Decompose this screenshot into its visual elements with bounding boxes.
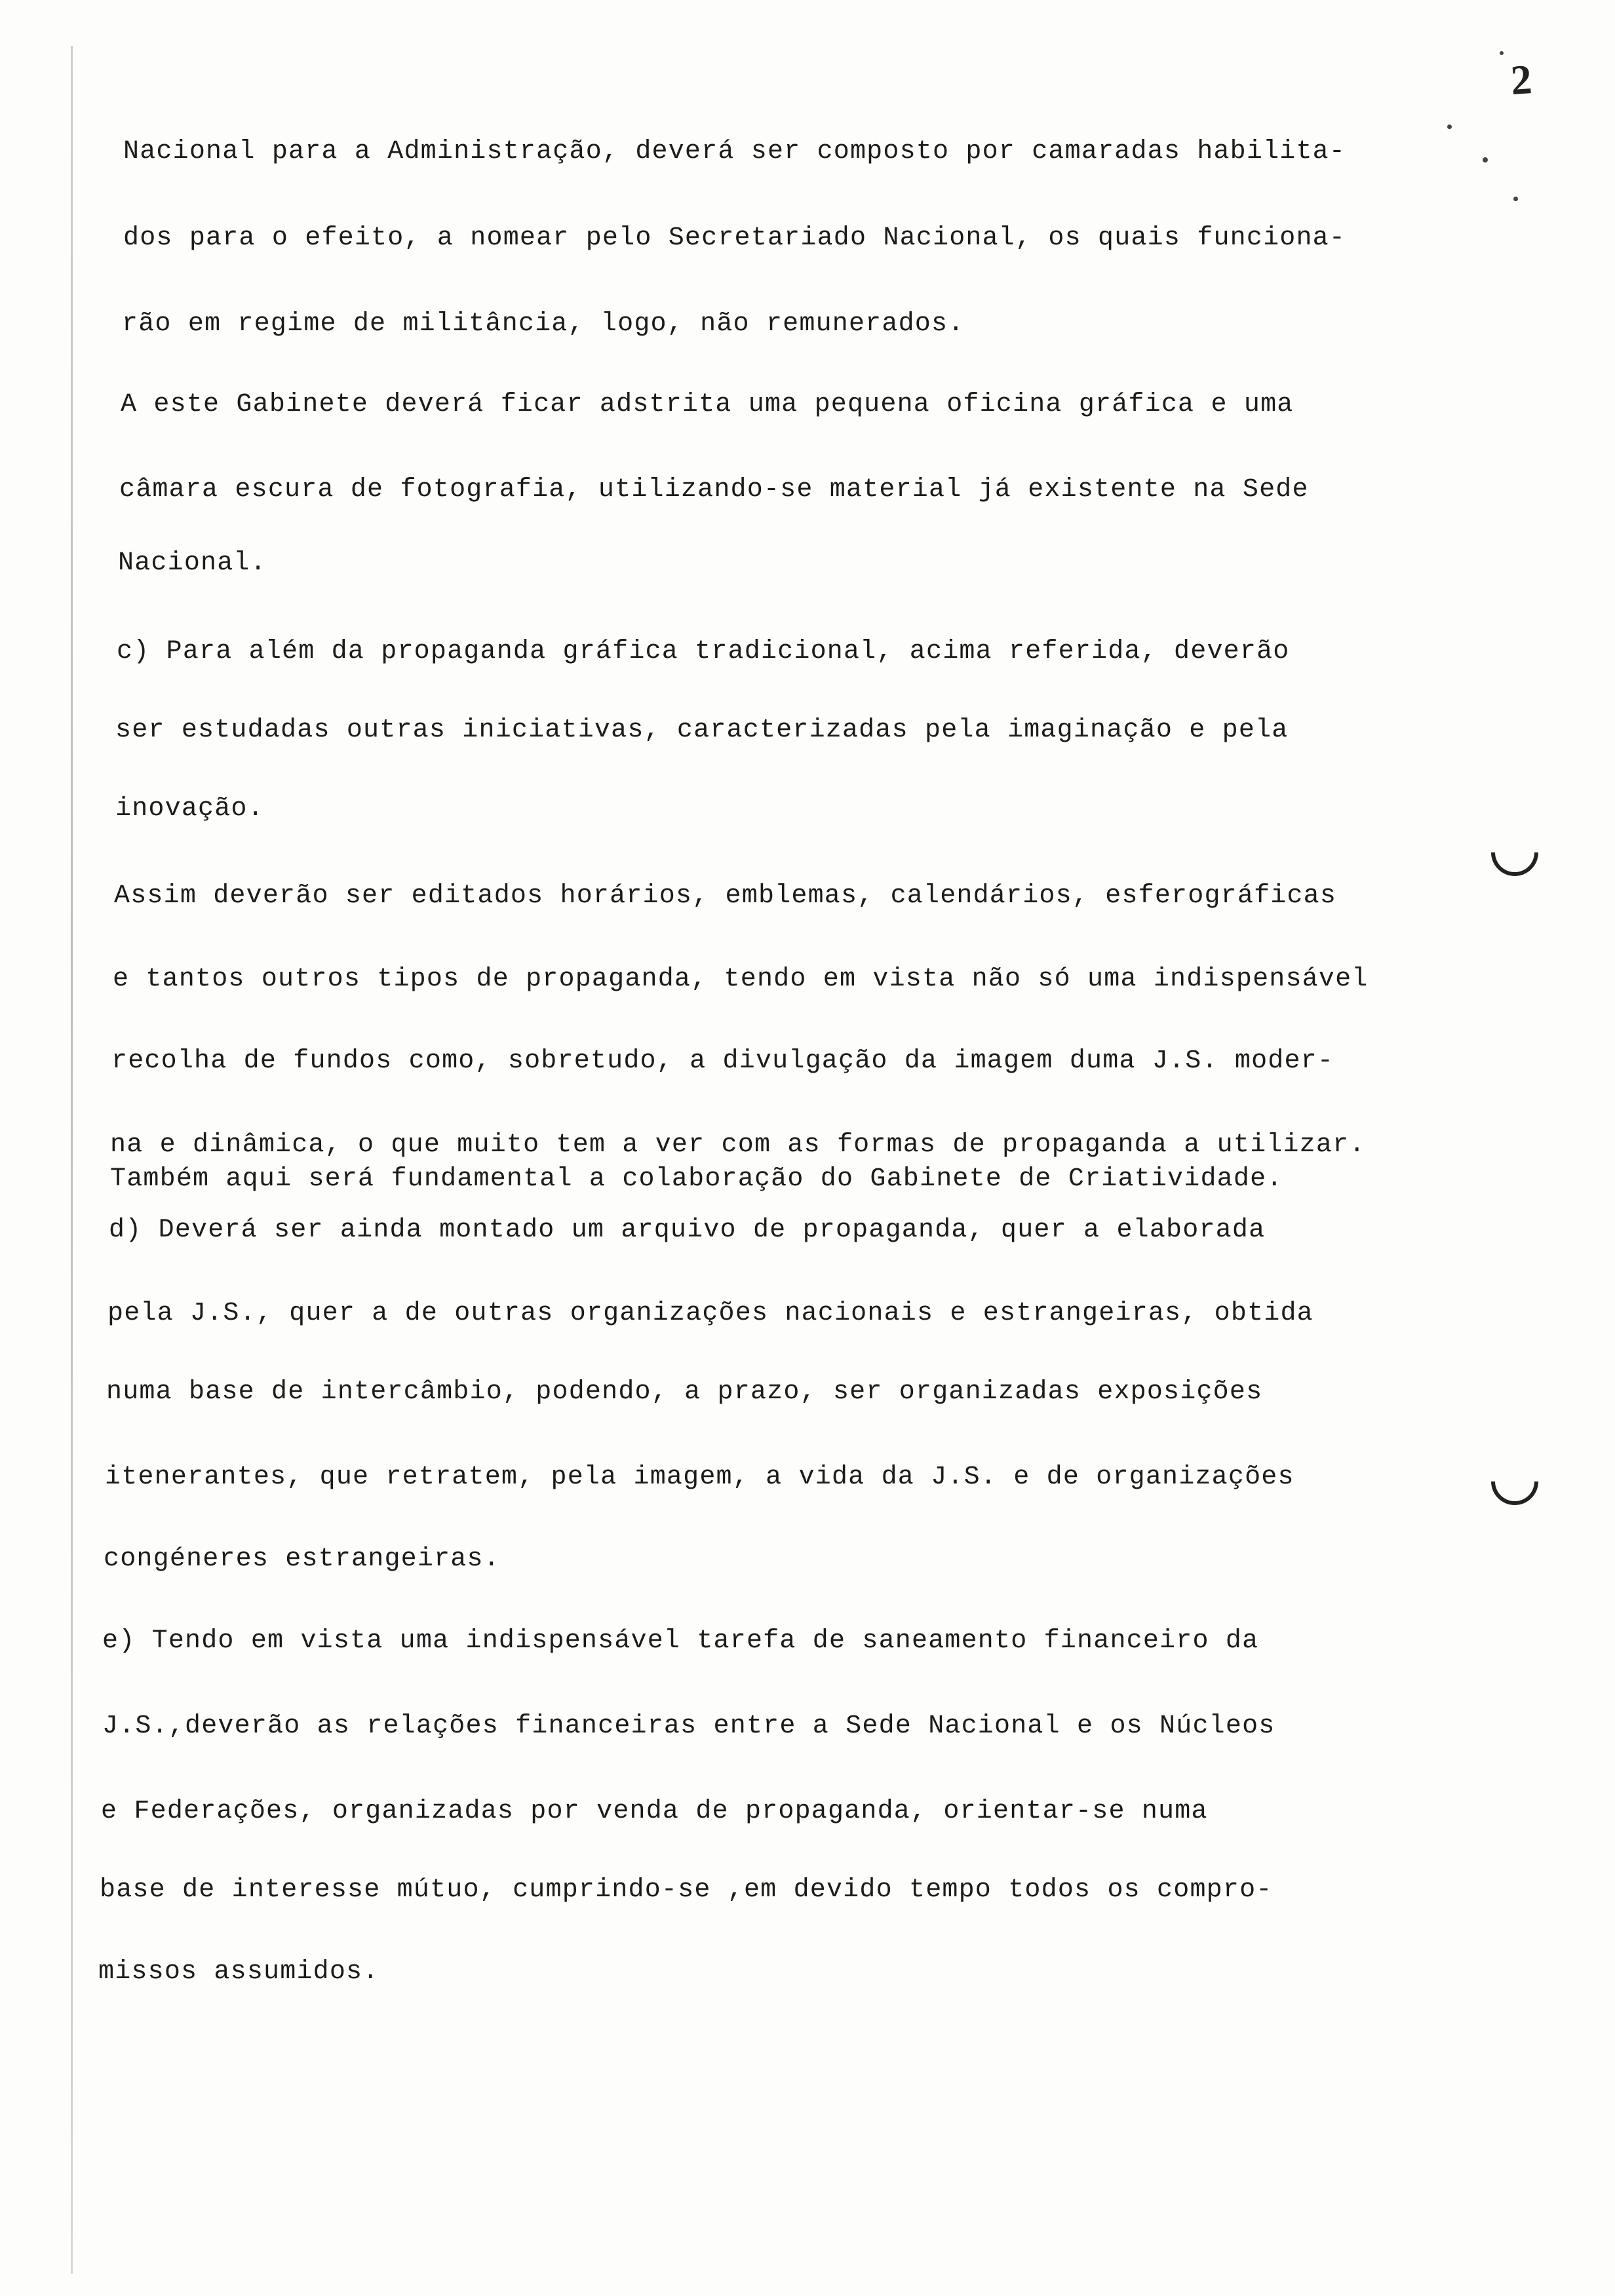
page-number: 2 bbox=[1509, 55, 1534, 104]
text-line: inovação. bbox=[115, 794, 264, 824]
ink-speck bbox=[1447, 124, 1452, 129]
text-line: pela J.S., quer a de outras organizações nacionais e estrangeiras, obtida bbox=[107, 1299, 1313, 1328]
text-line: A este Gabinete deverá ficar adstrita uma pequena oficina gráfica e uma bbox=[121, 390, 1294, 419]
text-line: missos assumidos. bbox=[98, 1957, 379, 1987]
binder-margin-line bbox=[71, 46, 73, 2274]
text-line: rão em regime de militância, logo, não remunerados. bbox=[122, 309, 965, 339]
text-line: recolha de fundos como, sobretudo, a divulgação da imagem duma J.S. moder- bbox=[111, 1046, 1334, 1076]
text-line: itenerantes, que retratem, pela imagem, a vida da J.S. e de organizações bbox=[105, 1463, 1294, 1492]
text-line: Nacional para a Administração, deverá ser composto por camaradas habilita- bbox=[123, 137, 1346, 166]
text-line: na e dinâmica, o que muito tem a ver com as formas de propaganda a utilizar. bbox=[110, 1130, 1366, 1160]
ink-speck bbox=[1513, 197, 1518, 201]
text-line: Nacional. bbox=[118, 548, 267, 578]
text-line: dos para o efeito, a nomear pelo Secretariado Nacional, os quais funciona- bbox=[123, 223, 1346, 253]
text-line: J.S.,deverão as relações financeiras entre a Sede Nacional e os Núcleos bbox=[102, 1712, 1275, 1741]
punch-hole-mark bbox=[1481, 819, 1548, 886]
text-line: e Federações, organizadas por venda de propaganda, orientar-se numa bbox=[101, 1797, 1208, 1826]
text-line: ser estudadas outras iniciativas, caracterizadas pela imaginação e pela bbox=[115, 716, 1289, 745]
text-line: congéneres estrangeiras. bbox=[104, 1544, 500, 1574]
text-line: base de interesse mútuo, cumprindo-se ,em devido tempo todos os compro- bbox=[100, 1875, 1273, 1905]
text-line: Também aqui será fundamental a colaboração do Gabinete de Criatividade. bbox=[110, 1164, 1283, 1194]
text-line: numa base de intercâmbio, podendo, a prazo, ser organizadas exposições bbox=[106, 1377, 1263, 1407]
text-line: e tantos outros tipos de propaganda, tendo em vista não só uma indispensável bbox=[113, 965, 1369, 994]
text-line: d) Deverá ser ainda montado um arquivo de propaganda, quer a elaborada bbox=[109, 1215, 1266, 1245]
text-line: Assim deverão ser editados horários, emblemas, calendários, esferográficas bbox=[114, 881, 1337, 911]
punch-hole-mark bbox=[1481, 1448, 1548, 1515]
ink-speck bbox=[1483, 157, 1488, 163]
text-line: câmara escura de fotografia, utilizando-se material já existente na Sede bbox=[119, 475, 1309, 505]
ink-speck bbox=[1500, 51, 1504, 55]
text-line: e) Tendo em vista uma indispensável tarefa de saneamento financeiro da bbox=[102, 1626, 1259, 1656]
text-line: c) Para além da propaganda gráfica tradicional, acima referida, deverão bbox=[117, 637, 1290, 666]
